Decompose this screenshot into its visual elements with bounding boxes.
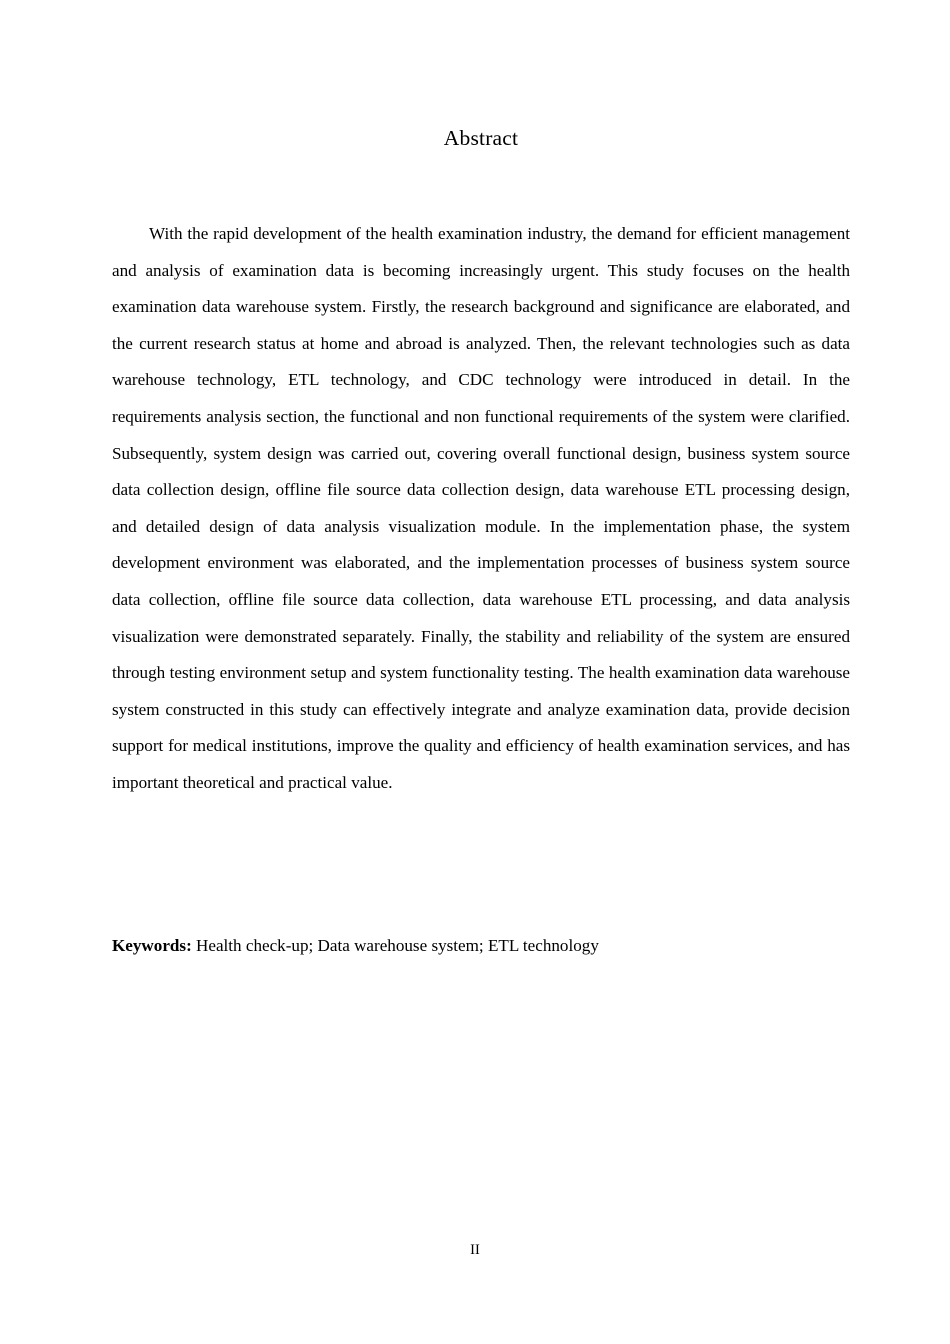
keywords-value: Health check-up; Data warehouse system; ETL technology [191, 936, 599, 955]
page-number-footer: II [470, 1242, 480, 1258]
page-title: Abstract [443, 126, 519, 150]
keywords-line [112, 928, 850, 965]
keywords-label: Keywords: [112, 936, 192, 955]
abstract-paragraph: With the rapid development of the health examination industry, the demand for efficient management and analysis of examination data is becoming increasingly urgent. This study focuses on the health examination data warehouse system. Firstly, the research background and significance are elaborated, and the current research status at home and abroad is analyzed. Then, the relevant technologies such as data warehouse technology, ETL technology, and CDC technology were introduced in detail. In the requirements analysis section, the functional and non functional requirements of the system were clarified. Subsequently, system design was carried out, covering overall functional design, business system source data collection design, offline file source data collection design, data warehouse ETL processing design, and detailed design of data analysis visualization module. In the implementation phase, the system development environment was elaborated, and the implementation processes of business system source data collection, offline file source data collection, data warehouse ETL processing, and data analysis visualization were demonstrated separately. Finally, the stability and reliability of the system are ensured through testing environment setup and system functionality testing. The health examination data warehouse system constructed in this study can effectively integrate and analyze examination data, provide decision support for medical institutions, improve the quality and efficiency of health examination services, and has important theoretical and practical value. [112, 224, 850, 792]
